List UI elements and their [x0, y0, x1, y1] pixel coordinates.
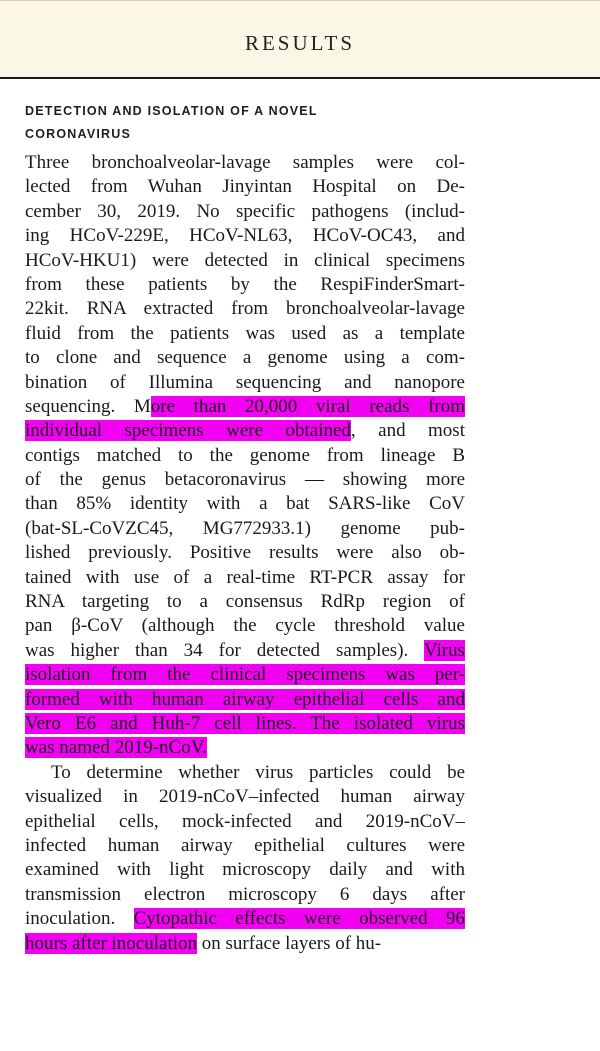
text-line: from these patients by the RespiFinderSmart- — [25, 273, 465, 295]
section-title: RESULTS — [244, 31, 356, 55]
text-line: fluid from the patients was used as a template — [25, 322, 465, 344]
subheading-line: CORONAVIRUS — [25, 127, 132, 141]
text-line: epithelial cells, mock-infected and 2019-nCoV– — [25, 810, 465, 832]
text-line: 22kit. RNA extracted from bronchoalveolar-lavage — [25, 298, 465, 320]
header-rule — [0, 77, 600, 79]
text-line: was higher than 34 for detected samples). Virus — [25, 639, 465, 661]
text-line: tained with use of a real-time RT-PCR assay for — [25, 566, 465, 588]
text-line: lected from Wuhan Jinyintan Hospital on De- — [25, 176, 465, 198]
text-line: infected human airway epithelial cultures were — [25, 834, 465, 856]
text-line: examined with light microscopy daily and with — [25, 859, 465, 881]
highlighted-text: individual specimens were obtained — [25, 420, 351, 442]
results-header-band — [0, 0, 600, 79]
text-line: inoculation. Cytopathic effects were observed 96 — [25, 908, 465, 930]
highlighted-text: isolation from the clinical specimens was per- — [25, 664, 465, 686]
subheading-line: DETECTION AND ISOLATION OF A NOVEL — [25, 104, 318, 118]
text-line — [25, 736, 465, 760]
text-line: of the genus betacoronavirus — showing more — [25, 469, 465, 491]
highlighted-text: Virus — [423, 639, 465, 661]
text-line: transmission electron microscopy 6 days after — [25, 883, 465, 905]
text-line: hours after inoculation on surface layers of hu- — [25, 932, 382, 954]
subsection-heading — [25, 100, 445, 146]
text-line: visualized in 2019-nCoV–infected human airway — [25, 786, 465, 808]
text-line: than 85% identity with a bat SARS-like CoV — [25, 493, 465, 515]
highlighted-text: was named 2019-nCoV. — [25, 737, 207, 759]
text-line: to clone and sequence a genome using a com- — [25, 347, 465, 369]
text-line: contigs matched to the genome from lineage B — [25, 444, 465, 466]
text-line: RNA targeting to a consensus RdRp region of — [25, 591, 465, 613]
text-line: Three bronchoalveolar-lavage samples were col- — [25, 152, 465, 173]
text-line: To determine whether virus particles could be — [51, 761, 465, 783]
highlighted-text: Cytopathic effects were observed 96 — [133, 908, 465, 930]
text-line — [25, 712, 465, 736]
text-line: ing HCoV-229E, HCoV-NL63, HCoV-OC43, and — [25, 225, 465, 247]
highlighted-text: hours after inoculation — [25, 932, 198, 954]
text-line: cember 30, 2019. No specific pathogens (includ- — [25, 200, 465, 222]
highlighted-text: formed with human airway epithelial cells and — [25, 688, 465, 710]
text-line: HCoV-HKU1) were detected in clinical specimens — [25, 249, 465, 271]
text-line: bination of Illumina sequencing and nanopore — [25, 371, 465, 393]
text-line — [25, 688, 465, 712]
highlighted-text: ore than 20,000 viral reads from — [150, 395, 465, 417]
text-line: lished previously. Positive results were also ob- — [25, 542, 465, 564]
article-body — [25, 151, 465, 956]
text-line: sequencing. More than 20,000 viral reads from — [25, 395, 465, 417]
text-line: individual specimens were obtained, and most — [25, 420, 465, 442]
highlighted-text: Vero E6 and Huh-7 cell lines. The isolated virus — [25, 712, 465, 734]
text-line: (bat-SL-CoVZC45, MG772933.1) genome pub- — [25, 517, 465, 539]
text-line — [25, 663, 465, 687]
text-line: pan β-CoV (although the cycle threshold value — [25, 615, 465, 637]
